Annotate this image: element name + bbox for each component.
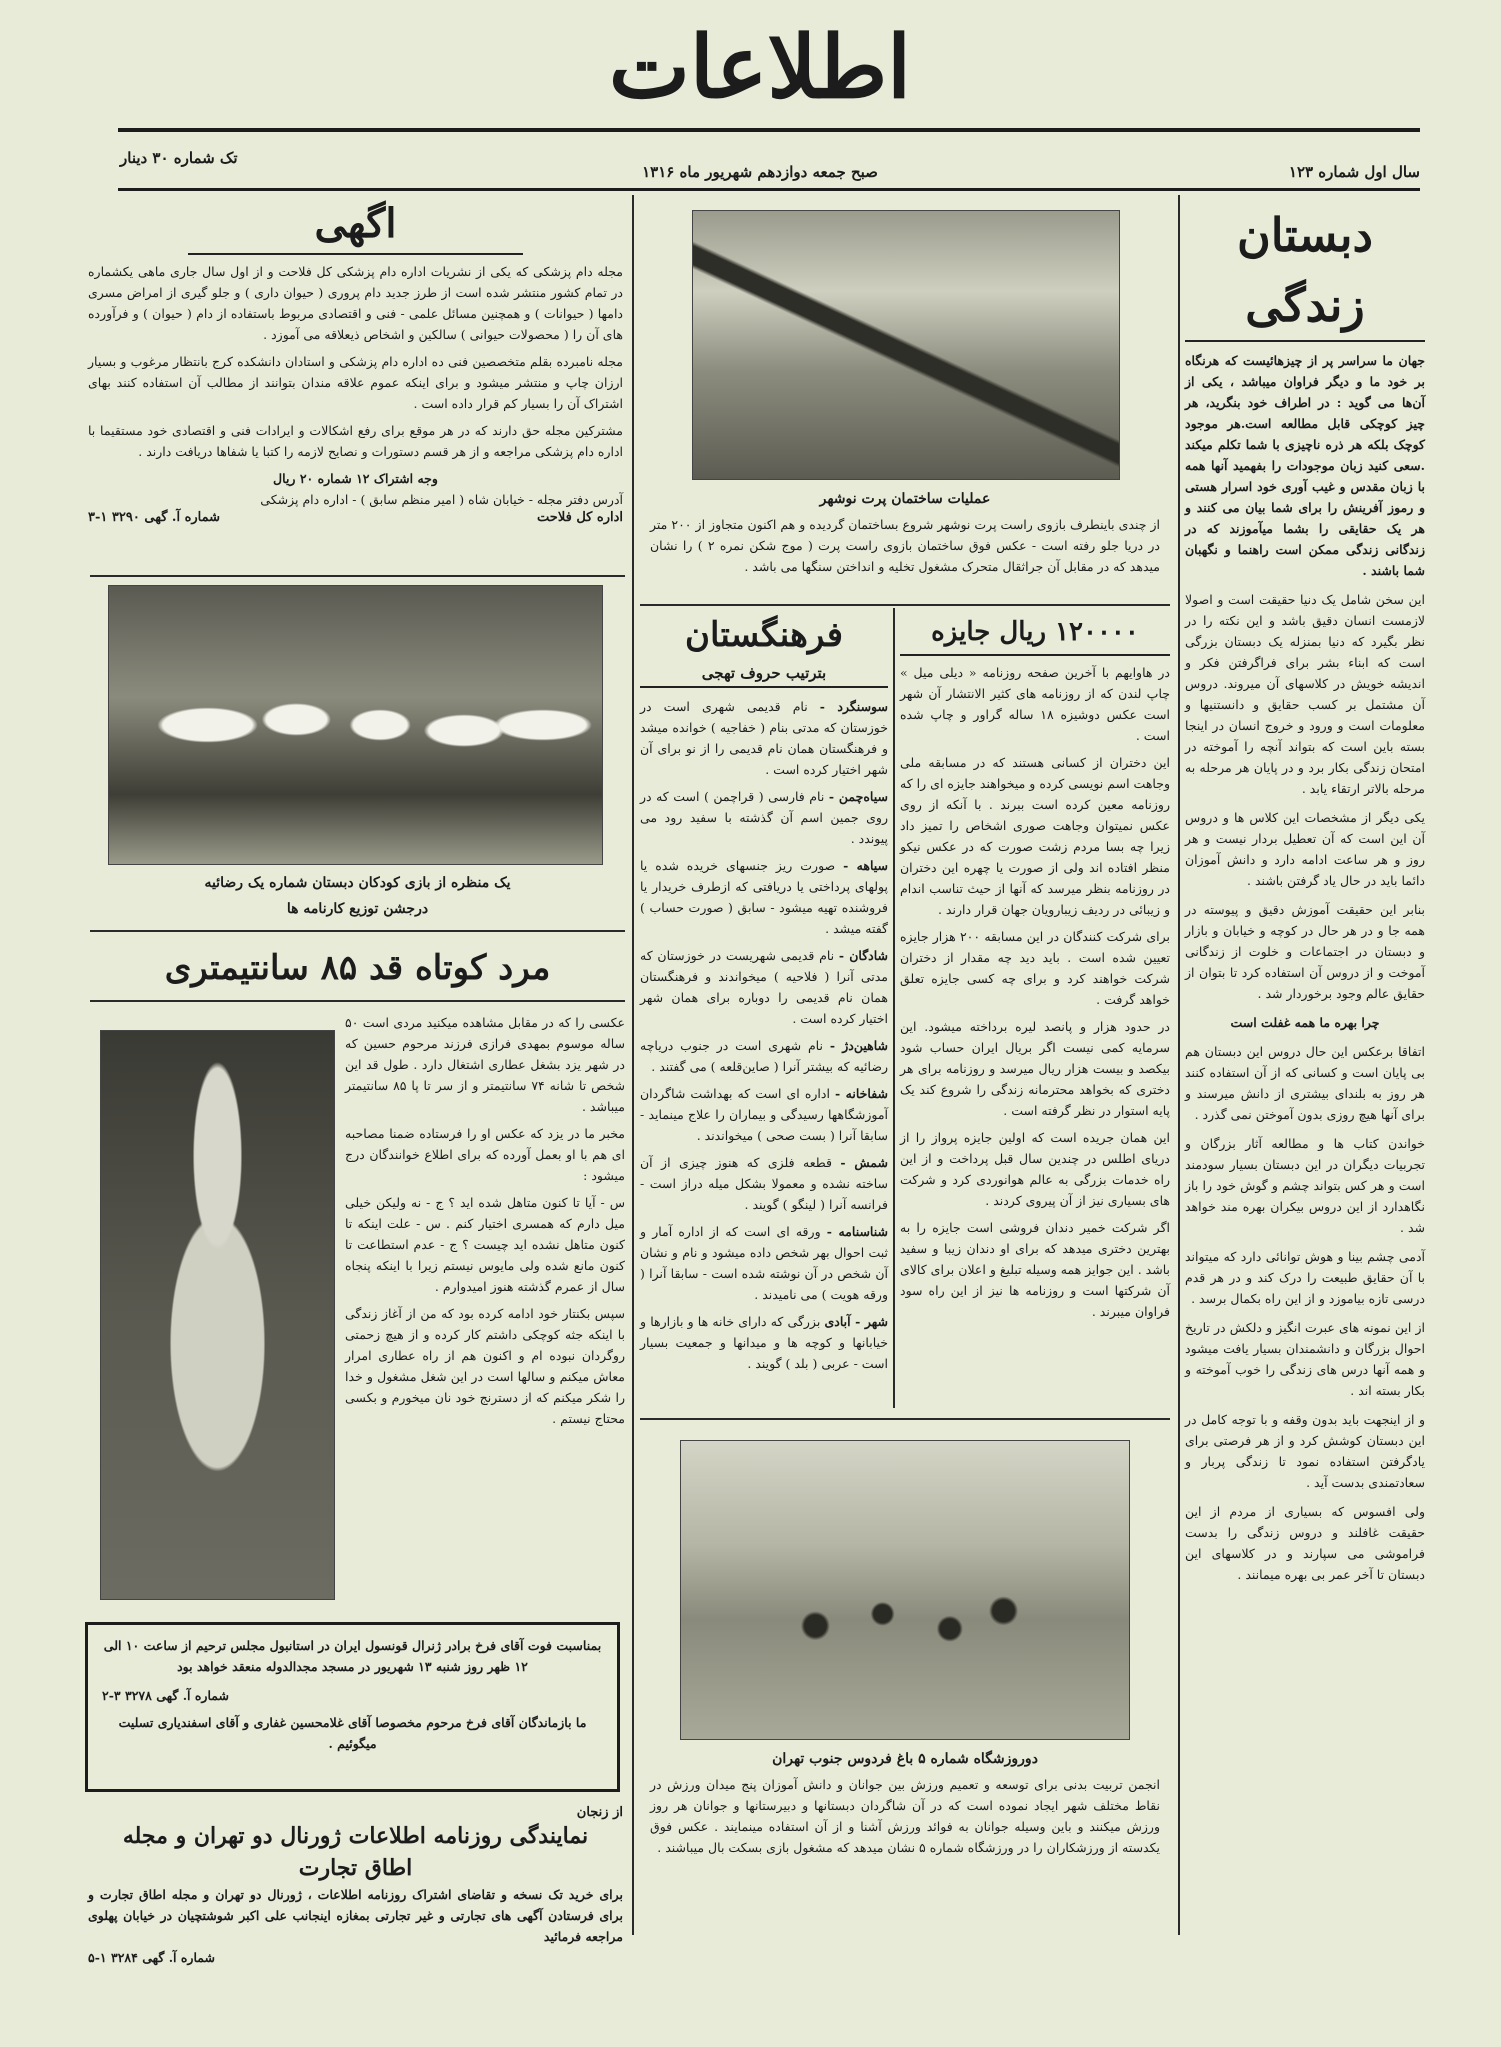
article-paragraph: بنابر این حقیقت آموزش دقیق و پیوسته در همه جا و در هر حال در کوچه و خیابان و بازار و دبستان در اجتماعات و خلوت از زندگانی آموخت و از دروس آن استفاده کرد تا بتوان از حقایق عالم وجود برخوردار شد .: [1185, 902, 1425, 1001]
article-headline-farhangestan: فرهنگستان: [685, 615, 843, 655]
article-paragraph: آدمی چشم بینا و هوش توانائی دارد که میتواند با آن حقایق طبیعت را درک کند و در هر قدم درسی تازه بیاموزد و از این راه بکمال برسد .: [1185, 1249, 1425, 1306]
photo-caption-sports: دوروزشگاه شماره ۵ باغ فردوس جنوب تهران: [772, 1751, 1038, 1767]
article-paragraph: از این نمونه های عبرت انگیز و دلکش در تاریخ احوال بزرگان و دانشمندان بسیار یافت میشود و همه آنها درس های زندگی را خوب آموخته و بکار بسته اند .: [1185, 1320, 1425, 1398]
ad-paragraph: مجله دام پزشکی که یکی از نشریات اداره دام پزشکی کل فلاحت و از اول سال جاری ماهی یکشماره در تمام کشور منتشر شده است از طرز جدید دام پروری ( حیوان داری ) و جلو گیری از امراض مسری دامها ( حیوانات ) و همچنین مسائل علمی - فنی و اقتصادی مربوط باستفاده از دام ( حیوان ) و فرآورده های آن را ( محصولات حیوانی ) سالکین و اشخاص ذیعلاقه می آموزد .: [88, 264, 623, 342]
dictionary-entry: [640, 1311, 888, 1374]
notice-number: شماره آ. گهی ۳۲۷۸ ۳-۲: [102, 1688, 229, 1703]
dictionary-entry: [640, 855, 888, 939]
dictionary-entry: [640, 1035, 888, 1077]
photo-children-playing: [108, 585, 603, 865]
ad-headline: اگهی: [188, 195, 523, 255]
dictionary-term: شادگان -: [838, 948, 889, 963]
photo-port-construction: [692, 210, 1120, 480]
rep-text: برای خرید تک نسخه و تقاضای اشتراک روزنامه اطلاعات ، ژورنال دو تهران و مجله اطاق تجارت و برای فرستادن آگهی های تجارتی و غیر تجارتی بمغازه اینجانب علی اکبر شوشتچیان در خیابان پهلوی مراجعه فرمائید: [88, 1887, 623, 1944]
article-paragraph: اگر شرکت خمیر دندان فروشی است جایزه را به بهترین دختری میدهد که برای او دندان زیبا و سفید باشد . این جوایز همه وسیله تبلیغ و اعلان برای کالای آن شرکتها است و روزنامه ها نیز از این راه سود فراوان میبرند .: [900, 1220, 1170, 1319]
article-headline-dwarf: مرد کوتاه قد ۸۵ سانتیمتری: [164, 948, 551, 988]
article-paragraph: و از اینجهت باید بدون وقفه و با توجه کامل در این دبستان کوشش کرد و از هر فرصتی برای یادگرفتن استفاده نمود تا زندگی پربار و سعادتمندی بدست آید .: [1185, 1412, 1425, 1490]
notice-text: بمناسبت فوت آقای فرخ برادر ژنرال قونسول ایران در استانبول مجلس ترحیم از ساعت ۱۰ الی ۱۲ ظهر روز شنبه ۱۳ شهریور در مسجد مجدالدوله منعقد خواهد بود: [103, 1638, 602, 1674]
advertisement-vet-journal: [88, 195, 623, 575]
dictionary-definition: صورت ریز جنسهای خریده شده یا پولهای پرداختی یا دریافتی که ازطرف خریدار یا فروشنده تهیه میشود - سابق ( صورت حساب ) گفته میشد .: [640, 858, 888, 936]
ad-paragraph: مشترکین مجله حق دارند که در هر موقع برای رفع اشکالات و ایرادات فنی و اقتصادی خود مستقیما با اداره دام پزشکی مراجعه و از هر قسم دستورات و نصایح لازمه را کتبا یا شفاها دریافت دارند .: [88, 423, 623, 459]
ad-price: وجه اشتراک ۱۲ شماره ۲۰ ریال: [273, 471, 438, 486]
section-divider: [90, 1000, 625, 1002]
masthead-rule-top: [118, 128, 1420, 132]
article-paragraph: مخبر ما در یزد که عکس او را فرستاده ضمنا مصاحبه ای هم با او بعمل آورده که برای اطلاع خوانندگان درج میشود :: [345, 1126, 625, 1183]
article-paragraph: این سخن شامل یک دنیا حقیقت است و اصولا لازمست انسان دقیق باشد و این نکته را در نظر بگیرد که دنیا بمنزله یک دبستان بزرگی است که ابناء بشر برای فراگرفتن فکر و اندیشه خویش در کلاسهای آن میروند. دروس آن مشتمل بر کسب حقایق و دانستنیها و معلومات است و ورود و خروج انسان در اینجا بسته باین است که بتواند آنچه را آموخته در امتحان زندگی بکار برد و در پایان هر مرحله به مرحله بالاتر ارتقاء یابد .: [1185, 592, 1425, 796]
notice-subtext: ما بازماندگان آقای فرخ مرحوم مخصوصا آقای غلامحسین غفاری و آقای اسفندیاری تسلیت میگوئیم .: [118, 1715, 587, 1751]
article-paragraph: در هاوایهم با آخرین صفحه روزنامه « دیلی میل » چاپ لندن که از روزنامه های کثیر الانتشار آن شهر است عکس دوشیزه ۱۸ ساله گراور و چاپ شده است .: [900, 665, 1171, 743]
dictionary-definition: قطعه فلزی که هنوز چیزی از آن ساخته نشده و معمولا بشکل میله دراز است - فرانسه آنرا ( لینگو ) گویند .: [640, 1155, 888, 1212]
dictionary-definition: نام شهری است در جنوب دریاچه رضائیه که بیشتر آنرا ( صاین‌قلعه ) می گفتند .: [640, 1038, 888, 1074]
dictionary-definition: اداره ای است که بهداشت شاگردان آموزشگاهها رسیدگی و بیماران را علاج مینماید - سابقا آنرا ( بست صحی ) میخواندند .: [640, 1086, 888, 1143]
dictionary-entry: [640, 786, 888, 849]
article-farhangestan: [640, 610, 888, 1410]
masthead-rule-bottom: [118, 188, 1420, 191]
photo-text-port: از چندی باینطرف بازوی راست پرت نوشهر شروع بساختمان گردیده و هم اکنون متجاوز از ۲۰۰ متر در دریا جلو رفته است - عکس فوق ساختمان بازوی راست پرت ( موج شکن نمره ۲ ) را نشان میدهد که در مقابل آن جراثقال متحرک مشغول تخلیه و انداختن سنگها می باشد .: [650, 517, 1160, 574]
article-paragraph: در حدود هزار و پانصد لیره برداخته میشود. این سرمایه کمی نیست اگر بریال ایران حساب شود بیکصد و بیست هزار ریال میرسد و روزنامه برای هر دختری که بخواهد محترمانه زندگی را شروع کند یک پایه استوار در نظر گرفته است .: [900, 1019, 1170, 1118]
column-divider-left: [632, 195, 634, 1935]
photo-caption-children-2: درجشن توزیع کارنامه ها: [286, 901, 429, 917]
photo-text-sports: انجمن تربیت بدنی برای توسعه و تعمیم ورزش بین جوانان و دانش آموزان پنج میدان ورزش در نقاط مختلف شهر ایجاد نموده است که در آن شاگردان دبستانها و دبیرستانها و جوانان هر روز ورزش میکنند و باین وسیله جوانان به فوائد ورزش آشنا و از آن استفاده مینمایند . عکس فوق یکدسته از ورزشکاران را در ورزشگاه شماره ۵ نشان میدهد که مشغول بازی بسکت بال میباشند .: [650, 1777, 1160, 1855]
ad-address: آدرس دفتر مجله - خیابان شاه ( امیر منظم سابق ) - اداره دام پزشکی: [260, 492, 623, 507]
article-subheadline: بترتیب حروف تهجی: [640, 660, 888, 688]
ad-number: شماره آ. گهی ۳۲۹۰ ۱-۳: [88, 510, 221, 525]
dictionary-term: شناسنامه -: [826, 1224, 888, 1239]
article-paragraph: ولی افسوس که بسیاری از مردم از این حقیقت غافلند و دروس زندگی را بدست فراموشی می سپارند و در کلاسهای این دبستان تا آخر عمر بی بهره میمانند .: [1185, 1504, 1425, 1582]
section-divider: [640, 604, 1170, 606]
article-paragraph: اتفاقا برعکس این حال دروس این دبستان هم بی پایان است و کسانی که از آن استفاده کنند هر روز به بلندای بیشتری از دانش میرسند و برای آنها هیچ روزی بدون آموختن نمی گذرد .: [1185, 1044, 1425, 1122]
article-prize: [900, 610, 1170, 1410]
dictionary-term: شمش -: [840, 1155, 888, 1170]
advertisement-representative: [88, 1805, 623, 1965]
dictionary-term: سوسنگرد -: [819, 699, 888, 714]
article-paragraph: برای شرکت کنندگان در این مسابقه ۲۰۰ هزار جایزه تعیین شده است . باید دید چه مقدار از دختران شرکت خواهند کرد و برای چه کسی جایزه تعلق خواهد گرفت .: [900, 929, 1171, 1007]
dictionary-term: سیاهه -: [843, 858, 888, 873]
article-paragraph: این همان جریده است که اولین جایزه پرواز را از دریای اطلس در چندین سال قبل پرداخت و از این راه خدمات بزرگی به عالم هوانوردی کرد و شرکت های بسیاری نیز از آن پیروی کردند .: [900, 1130, 1170, 1208]
article-paragraph: خواندن کتاب ها و مطالعه آثار بزرگان و تجربیات دیگران در این دبستان بسیار سودمند است و هر کس بتواند چشم و گوش خود را باز نگاهدارد از این دروس بیکران بهره مند خواهد شد .: [1185, 1136, 1425, 1235]
article-paragraph: سپس بکنتار خود ادامه کرده بود که من از آغاز زندگی با اینکه جثه کوچکی داشتم کار کرده و از هیچ زحمتی روگردان نبوده ام و اکنون هم از راه عطاری امرار معاش میکنم و سالها است در این شغل مشغول و خدا را شکر میکنم که از دسترنج خود نان میخورم و بکسی محتاج نیستم .: [345, 1306, 625, 1426]
dictionary-term: شفاخانه -: [835, 1086, 888, 1101]
dateline-price: تک شماره ۳۰ دینار: [120, 149, 238, 167]
section-divider: [640, 1418, 1170, 1420]
photo-short-man: [100, 1030, 335, 1600]
ad-signoff: اداره کل فلاحت: [537, 510, 623, 525]
dictionary-term: شاهین‌دژ -: [829, 1038, 888, 1053]
masthead-title: اطلاعات: [608, 17, 912, 118]
dictionary-definition: نام قدیمی شهریست در خوزستان که مدتی آنرا ( فلاحیه ) میخواندند و فرهنگستان همان نام قدیمی را دوباره برای همان شهر اختیار کرده است .: [640, 948, 888, 1026]
dictionary-entry: [640, 1152, 888, 1215]
dictionary-entry: [640, 1083, 888, 1146]
ad-paragraph: مجله نامبرده بقلم متخصصین فنی ده اداره دام پزشکی و استادان دانشکده کرج بانتظار مرغوب و بسیار ارزان چاپ و منتشر میشود و برای اینکه عموم علاقه مندان بتوانند از مطالب آن استفاده کنند بهای اشتراک آن را بسیار کم قرار داده است .: [88, 354, 623, 411]
article-paragraph: جهان ما سراسر پر از چیزهائیست که هرنگاه بر خود ما و دیگر فراوان میباشد ، یکی از آن‌ها می گوید : در اطراف خود بنگرید، هر چیز کوچکی قابل مطالعه است.هر موجود کوچک بلکه هر ذره ناچیزی با شما تکلم میکند .سعی کنید زبان موجودات را بفهمید آنها همه با زبان مقدس و غیب آوری خود اسرار هستی و رموز آفرینش را برای شما بیان می کنند و هر یک حقایقی را بشما میآموزند که در زندگانی زندگی ممکن است راهنما و نگهبان شما باشند .: [1185, 353, 1425, 578]
photo-caption-children-1: یک منظره از بازی کودکان دبستان شماره یک رضائیه: [204, 875, 511, 891]
article-interview: س - آیا تا کنون متاهل شده اید ؟ ج - نه ولیکن خیلی میل دارم که همسری اختیار کنم . س - علت اینکه تا کنون متاهل نشده اید چیست ؟ ج - عدم استطاعت تا کنون مانع شده ولی مایوس نیستم زیرا با اینکه پنجاه سال از عمرم گذشته هنوز امیدوارم .: [345, 1195, 625, 1294]
dictionary-definition: ورقه ای است که از اداره آمار و ثبت احوال بهر شخص داده میشود و نام و نشان آن شخص در آن نوشته شده است - سابقا آنرا ( ورقه هویت ) می نامیدند .: [640, 1224, 888, 1302]
photo-sports-field: [680, 1440, 1130, 1740]
article-paragraph: این دختران از کسانی هستند که در مسابقه ملی وجاهت اسم نویسی کرده و میخواهند جایزه ای را که روزنامه معین کرده است ببرند . با آنکه از روی عکس نمیتوان وجاهت صوری اشخاص را تمیز داد زیرا چه بسا مردم زشت صورت که در عکس نیکو منظر افتاده اند ولی از صورت یا چهره این دختران در روزنامه بنظر میرسد که آنها از حیث تناسب اندام و زیبائی در ردیف زیبارویان جهان قرار دارند .: [900, 755, 1170, 917]
notice-memorial: [85, 1622, 620, 1792]
article-verse: چرا بهره ما همه غفلت است: [1230, 1015, 1380, 1030]
dateline-date: صبح جمعه دوازدهم شهریور ماه ۱۳۱۶: [642, 163, 878, 181]
dictionary-entry: [640, 696, 888, 780]
rep-number: شماره آ. گهی ۳۲۸۴ ۱-۵: [88, 1950, 215, 1965]
dictionary-definition: نام فارسی ( قراچمن ) است که در روی جمین اسم آن گذشته با سفید رود می پیوندد .: [640, 789, 888, 846]
article-headline-school-of-life: دبستان زندگی: [1185, 200, 1425, 342]
column-divider-right: [1178, 195, 1180, 1935]
section-divider: [90, 575, 625, 577]
dictionary-definition: بزرگی که دارای خانه ها و بازارها و خیابانها و کوچه ها و میدانها و جمعیت بسیار است - عربی ( بلد ) گویند .: [640, 1314, 888, 1371]
column-right: [1185, 200, 1425, 1900]
column-divider-center: [893, 608, 895, 1408]
dictionary-list: [640, 696, 888, 1374]
article-dwarf-body: [345, 1012, 625, 1612]
dictionary-entry: [640, 1221, 888, 1305]
article-headline-prize: ۱۲۰۰۰۰ ریال جایزه: [900, 610, 1170, 656]
section-divider: [90, 930, 625, 932]
dictionary-entry: [640, 945, 888, 1029]
dictionary-term: شهر - آبادی: [824, 1314, 888, 1329]
photo-caption-port: عملیات ساختمان پرت نوشهر: [819, 491, 991, 507]
rep-headline: نمایندگی روزنامه اطلاعات ژورنال دو تهران و مجله اطاق تجارت: [122, 1823, 589, 1881]
article-paragraph: عکسی را که در مقابل مشاهده میکنید مردی است ۵۰ ساله موسوم بمهدی فرازی فرزند مرحوم حسین که در شهر یزد بشغل عطاری اشتغال دارد . طول قد این شخص تا شانه ۷۴ سانتیمتر و از سر تا پا ۸۵ سانتیمتر میباشد .: [345, 1015, 625, 1114]
dateline-issue: سال اول شماره ۱۲۳: [1288, 163, 1420, 181]
rep-location: از زنجان: [576, 1805, 623, 1820]
dictionary-definition: نام قدیمی شهری است در خوزستان که مدتی بنام ( خفاجیه ) خوانده میشد و فرهنگستان همان نام قدیمی را از نو برای آن شهر اختیار کرده است .: [640, 699, 888, 777]
dictionary-term: سیاه‌چمن -: [828, 789, 888, 804]
article-paragraph: یکی دیگر از مشخصات این کلاس ها و دروس آن این است که آن تعطیل بردار نیست و هر روز و هر ساعت ادامه دارد و دانش آموزان دائما باید در حال یاد گرفتن باشند .: [1185, 810, 1425, 888]
